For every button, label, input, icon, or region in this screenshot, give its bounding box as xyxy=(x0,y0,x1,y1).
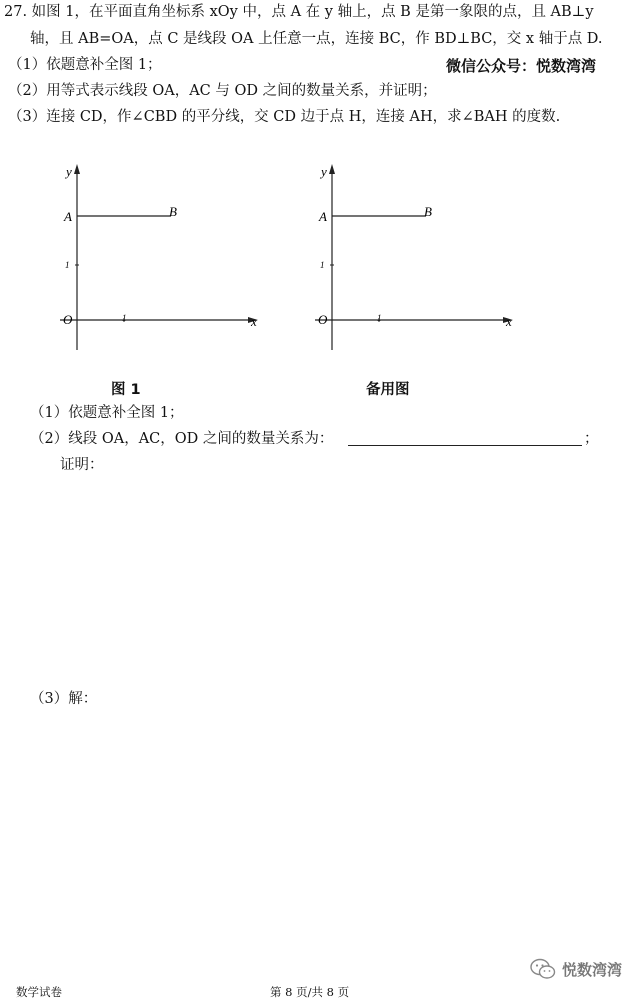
problem-question-3: （3）连接 CD，作∠CBD 的平分线，交 CD 边于点 H，连接 AH，求∠BAH 的度数. xyxy=(8,109,561,125)
proof-label: 证明： xyxy=(60,457,104,473)
point-a-label: A xyxy=(319,209,327,224)
footer-logo xyxy=(530,958,622,980)
footer-left: 数学试卷 xyxy=(16,985,62,999)
problem-stem-line-1: 27. 如图 1，在平面直角坐标系 xOy 中，点 A 在 y 轴上，点 B 是第一象限的点，且 AB⊥y xyxy=(4,4,594,20)
problem-stem-line-2: 轴，且 AB=OA，点 C 是线段 OA 上任意一点，连接 BC，作 BD⊥BC，交 x 轴于点 D. xyxy=(30,31,603,47)
y-axis-label: y xyxy=(66,164,72,179)
problem-question-2: （2）用等式表示线段 OA，AC 与 OD 之间的数量关系，并证明； xyxy=(8,83,437,99)
y-axis-arrow xyxy=(329,164,335,174)
figure-spare-caption: 备用图 xyxy=(366,382,410,398)
y-tick-label: 1 xyxy=(320,260,325,270)
answer-part-2-prefix: （2）线段 OA，AC，OD 之间的数量关系为： xyxy=(30,431,334,447)
x-tick-label: 1 xyxy=(122,313,127,323)
point-a-label: A xyxy=(64,209,72,224)
figure-1 xyxy=(55,160,265,360)
figure-1-caption: 图 1 xyxy=(111,382,141,398)
figure-spare xyxy=(310,160,520,360)
problem-question-1: （1）依题意补全图 1； xyxy=(8,57,162,73)
point-b-label: B xyxy=(424,204,432,219)
point-b-label: B xyxy=(169,204,177,219)
footer-logo-text: 悦数湾湾 xyxy=(562,960,623,979)
x-axis-label: x xyxy=(506,314,512,329)
answer-part-1: （1）依题意补全图 1； xyxy=(30,405,184,421)
x-tick-label: 1 xyxy=(377,313,382,323)
origin-label: O xyxy=(318,312,328,327)
x-axis-label: x xyxy=(251,314,257,329)
answer-part-3: （3）解： xyxy=(30,691,98,707)
answer-part-2-suffix: ； xyxy=(584,431,599,447)
y-axis-label: y xyxy=(321,164,327,179)
watermark: 微信公众号：悦数湾湾 xyxy=(446,57,597,75)
y-axis-arrow xyxy=(74,164,80,174)
origin-label: O xyxy=(63,312,73,327)
wechat-icon xyxy=(530,958,556,980)
y-tick-label: 1 xyxy=(65,260,70,270)
answer-blank[interactable] xyxy=(348,445,582,446)
footer-page-number: 第 8 页/共 8 页 xyxy=(270,985,350,999)
